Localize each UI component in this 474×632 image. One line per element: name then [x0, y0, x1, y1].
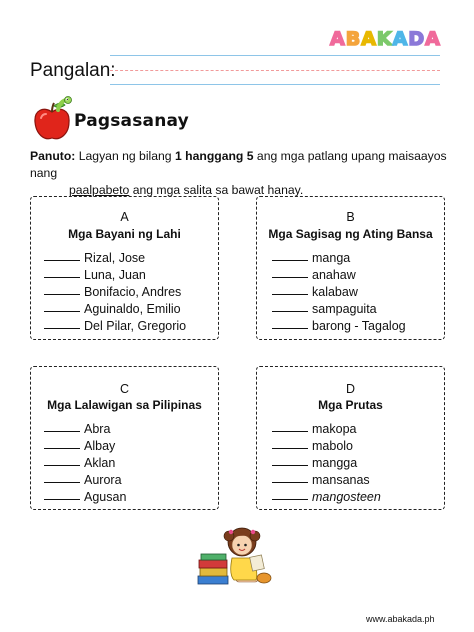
list-item[interactable]: mangosteen — [272, 490, 381, 504]
apple-worm-icon — [32, 96, 74, 142]
list-item[interactable]: anahaw — [272, 268, 356, 282]
name-guide-line-middle — [110, 70, 440, 71]
logo-letter: A — [425, 28, 440, 50]
logo-letter: A — [392, 28, 408, 50]
logo-letter: A — [361, 28, 376, 50]
column-letter: A — [120, 210, 129, 224]
list-item[interactable]: Aurora — [44, 473, 122, 487]
answer-blank[interactable] — [272, 303, 308, 312]
logo-letter: A — [330, 28, 345, 50]
instructions-text: ang mga salita sa bawat hanay. — [129, 183, 304, 197]
instructions-alphabetical: paalpabeto — [69, 183, 130, 197]
list-item[interactable]: Albay — [44, 439, 115, 453]
answer-blank[interactable] — [44, 457, 80, 466]
list-item[interactable]: Luna, Juan — [44, 268, 146, 282]
answer-blank[interactable] — [44, 269, 80, 278]
column-letter: D — [345, 382, 356, 396]
answer-blank[interactable] — [272, 252, 308, 261]
answer-blank[interactable] — [44, 440, 80, 449]
girl-reading-illustration — [196, 518, 278, 590]
answer-blank[interactable] — [272, 269, 308, 278]
name-line[interactable] — [110, 84, 440, 85]
list-item[interactable]: barong - Tagalog — [272, 319, 406, 333]
list-item[interactable]: manga — [272, 251, 350, 265]
footer-url[interactable]: www.abakada.ph — [366, 614, 435, 624]
answer-blank[interactable] — [44, 252, 80, 261]
list-item[interactable]: makopa — [272, 422, 356, 436]
column-title: Mga Prutas — [318, 398, 383, 412]
list-item[interactable]: sampaguita — [272, 302, 377, 316]
name-guide-line-top — [110, 55, 440, 56]
list-item[interactable]: Aklan — [44, 456, 115, 470]
list-item[interactable]: Bonifacio, Andres — [44, 285, 181, 299]
worksheet-title: Pagsasanay — [74, 111, 189, 131]
logo-letter: D — [408, 28, 425, 50]
logo-letter: K — [376, 28, 392, 50]
instructions-text: ang mga patlang upang maisaayos nang — [30, 149, 447, 180]
answer-blank[interactable] — [272, 440, 308, 449]
column-letter: C — [119, 382, 130, 396]
answer-blank[interactable] — [44, 286, 80, 295]
abakada-logo — [330, 28, 440, 52]
answer-blank[interactable] — [44, 320, 80, 329]
instructions — [30, 148, 450, 199]
list-item[interactable]: mansanas — [272, 473, 370, 487]
answer-blank[interactable] — [272, 320, 308, 329]
answer-blank[interactable] — [272, 286, 308, 295]
answer-blank[interactable] — [44, 474, 80, 483]
list-item[interactable]: Rizal, Jose — [44, 251, 145, 265]
name-label: Pangalan: — [30, 60, 116, 81]
instructions-label: Panuto: — [30, 149, 76, 163]
answer-blank[interactable] — [44, 303, 80, 312]
list-item[interactable]: mabolo — [272, 439, 353, 453]
list-item[interactable]: Abra — [44, 422, 110, 436]
answer-blank[interactable] — [272, 457, 308, 466]
list-item[interactable]: mangga — [272, 456, 357, 470]
answer-blank[interactable] — [272, 491, 308, 500]
list-item[interactable]: Aguinaldo, Emilio — [44, 302, 181, 316]
instructions-range: 1 hanggang 5 — [174, 149, 254, 163]
list-item[interactable]: kalabaw — [272, 285, 358, 299]
answer-blank[interactable] — [44, 423, 80, 432]
answer-blank[interactable] — [44, 491, 80, 500]
list-item[interactable]: Agusan — [44, 490, 126, 504]
answer-blank[interactable] — [272, 423, 308, 432]
column-letter: B — [346, 210, 355, 224]
answer-blank[interactable] — [272, 474, 308, 483]
list-item[interactable]: Del Pilar, Gregorio — [44, 319, 186, 333]
column-title: Mga Sagisag ng Ating Bansa — [268, 227, 433, 241]
logo-letter: B — [345, 28, 361, 50]
column-title: Mga Bayani ng Lahi — [68, 227, 181, 241]
instructions-text: Lagyan ng bilang — [75, 149, 175, 163]
column-title: Mga Lalawigan sa Pilipinas — [47, 398, 202, 412]
